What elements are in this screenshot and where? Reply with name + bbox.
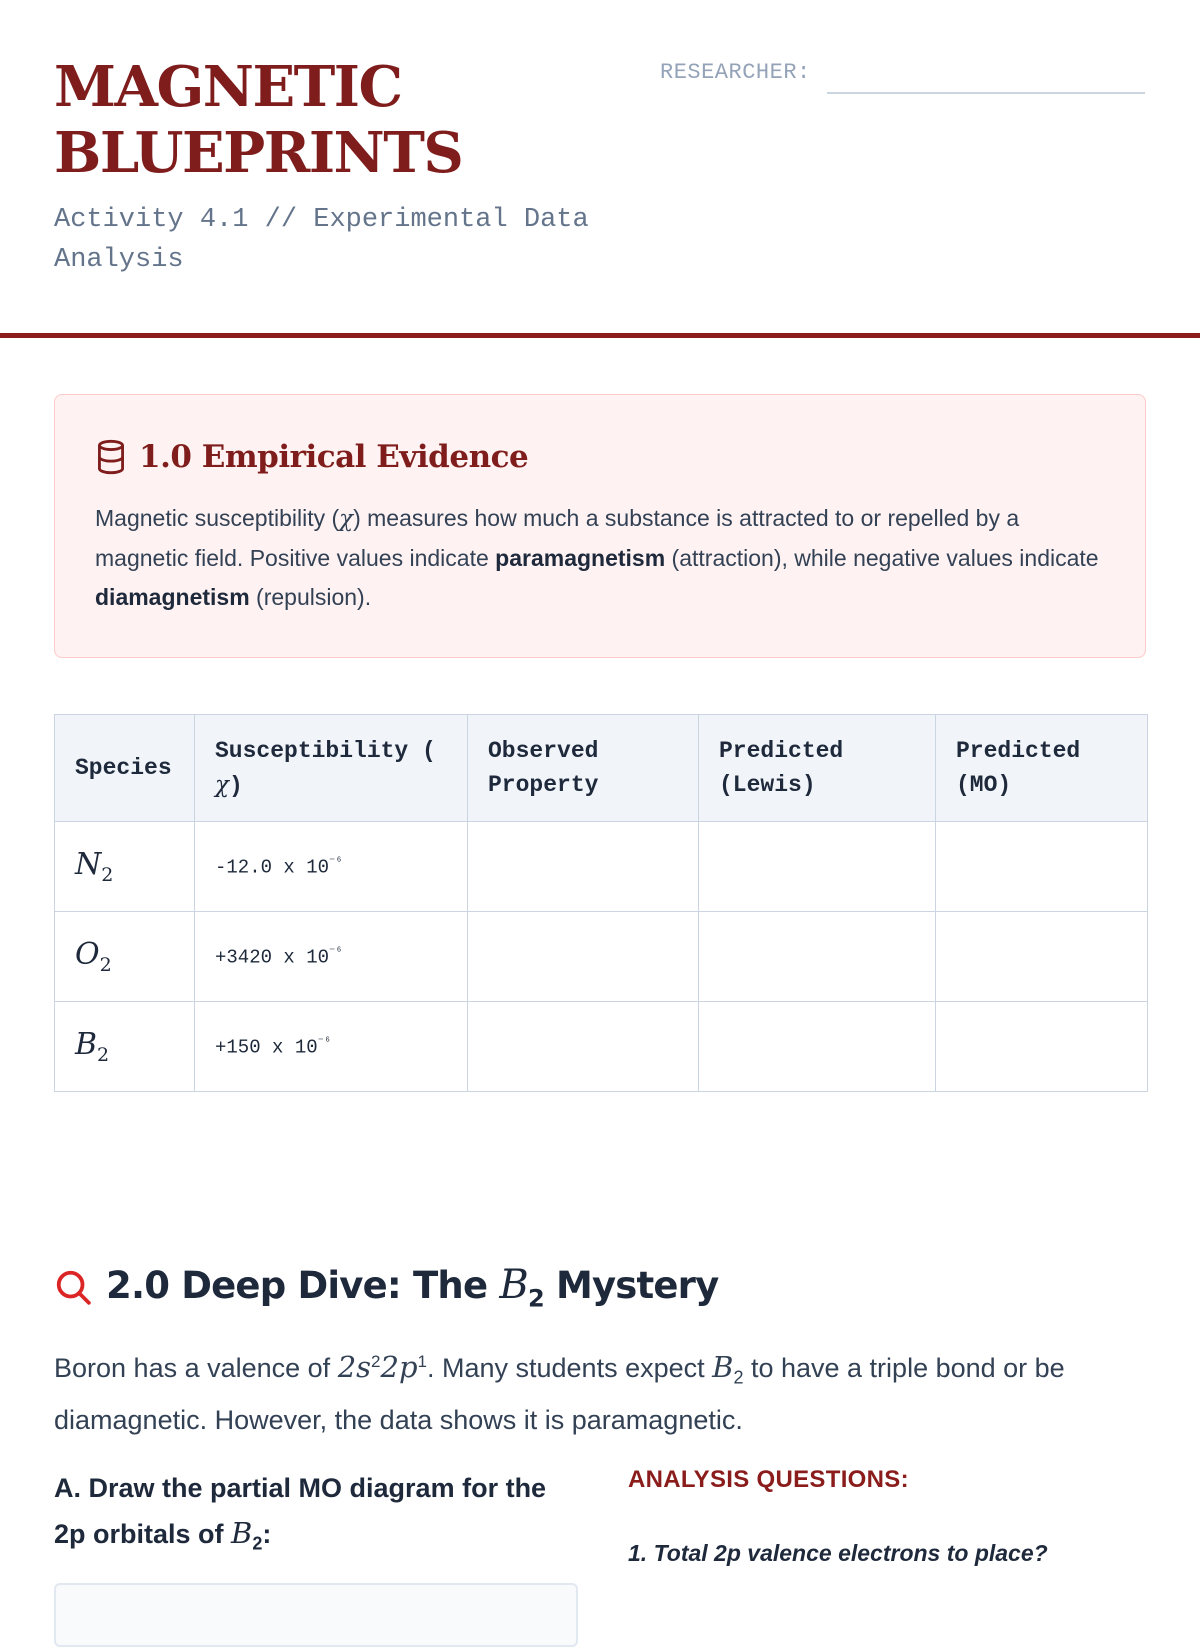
predicted-lewis-input[interactable] <box>699 912 936 1002</box>
table-row <box>55 822 1148 912</box>
header-lewis: Predicted (Lewis) <box>699 715 936 822</box>
mo-diagram-drawing-area[interactable] <box>54 1583 578 1647</box>
susceptibility-table <box>54 714 1148 1092</box>
predicted-mo-input[interactable] <box>936 912 1148 1002</box>
predicted-mo-input[interactable] <box>936 1002 1148 1092</box>
deep-dive-header <box>54 1262 718 1312</box>
evidence-description: Magnetic susceptibility (χ) measures how much a substance is attracted to or repelled by a magnetic field. Positive values indicate paramagnetism (attraction), while negative values indicate diamagnetism (repulsion). <box>95 505 1099 610</box>
table-row <box>55 1002 1148 1092</box>
susceptibility-cell: -12.0 x $10^{^{-6}}$ <box>195 822 468 912</box>
evidence-title: 1.0 Empirical Evidence <box>139 439 529 475</box>
susceptibility-cell: +3420 x $10^{^{-6}}$ <box>195 912 468 1002</box>
deep-dive-description: Boron has a valence of $2s^22p^1$. Many students expect $B_2$ to have a triple bond or be diamagnetic. However, the data shows it is paramagnetic. <box>54 1350 1065 1436</box>
researcher-label: RESEARCHER: <box>660 60 811 85</box>
page-title: MAGNETIC BLUEPRINTS <box>54 54 463 186</box>
deep-dive-title: 2.0 Deep Dive: The $B_2$ Mystery <box>106 1262 719 1313</box>
header-observed: Observed Property <box>468 715 699 822</box>
predicted-lewis-input[interactable] <box>699 822 936 912</box>
observed-property-input[interactable] <box>468 1002 699 1092</box>
observed-property-input[interactable] <box>468 912 699 1002</box>
chi-symbol: χ <box>339 506 354 532</box>
observed-property-input[interactable] <box>468 822 699 912</box>
species-cell: $B_2$ <box>55 1002 195 1092</box>
header-divider <box>0 333 1200 338</box>
activity-subtitle: Activity 4.1 // Experimental Data Analysis <box>54 205 589 275</box>
susceptibility-cell: +150 x $10^{^{-6}}$ <box>195 1002 468 1092</box>
header-species: Species <box>55 715 195 822</box>
researcher-field <box>660 58 1145 94</box>
diamagnetism-term: diamagnetism <box>95 584 250 610</box>
analysis-questions-label: ANALYSIS QUESTIONS: <box>628 1466 909 1493</box>
species-cell: $N_2$ <box>55 822 195 912</box>
predicted-lewis-input[interactable] <box>699 1002 936 1092</box>
search-icon <box>54 1268 92 1306</box>
analysis-question-1: 1. Total 2p valence electrons to place? <box>628 1540 1048 1566</box>
task-a-prompt: A. Draw the partial MO diagram for the 2p orbitals of $B_2$: <box>54 1473 547 1554</box>
table-header-row <box>55 715 1148 822</box>
table-row <box>55 912 1148 1002</box>
database-icon <box>95 439 127 475</box>
paramagnetism-term: paramagnetism <box>495 545 666 571</box>
predicted-mo-input[interactable] <box>936 822 1148 912</box>
empirical-evidence-callout <box>54 394 1146 658</box>
header-mo: Predicted (MO) <box>936 715 1148 822</box>
researcher-name-line[interactable] <box>827 92 1145 94</box>
species-cell: $O_2$ <box>55 912 195 1002</box>
header-susceptibility: Susceptibility ( χ) <box>195 715 468 822</box>
